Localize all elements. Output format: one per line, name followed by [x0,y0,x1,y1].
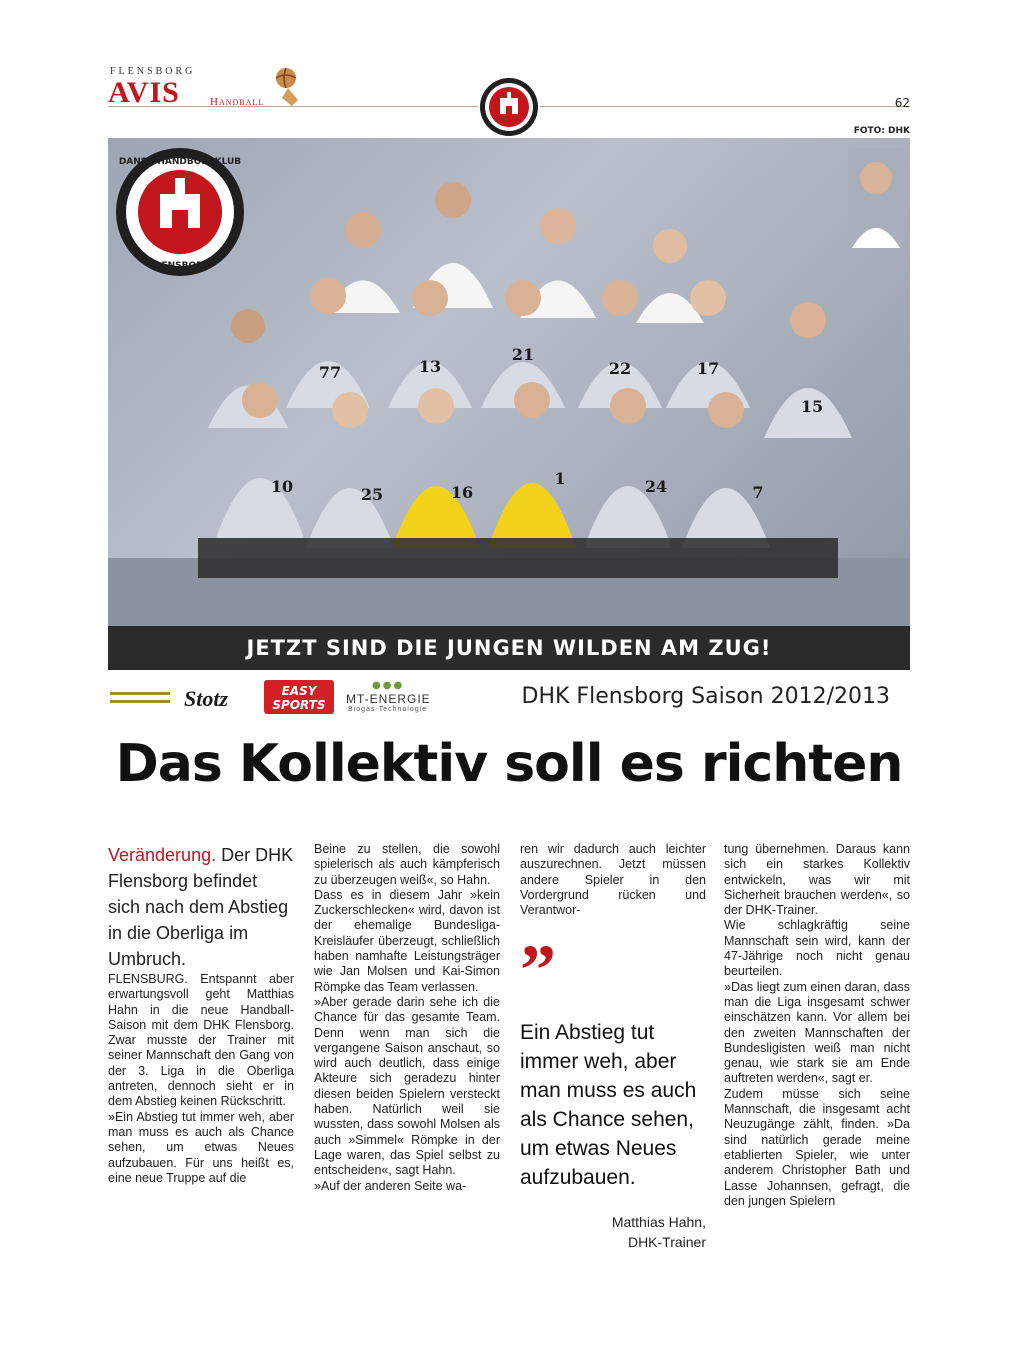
page-number: 62 [894,96,910,110]
lead-text: Der DHK Flensborg befindet sich nach dem Abstieg in die Oberliga im Umbruch. [108,845,294,969]
body-paragraph: »Aber gerade darin sehe ich die Chance für das gesamte Team. Denn wenn man sich die vergangene Saison anschaut, so wird auch deutlich, dass einige Akteure sich geradezu hinter diesen beiden Spielern versteckt haben. Natürlich weil sie wussten, dass sowohl Molsen als auch »Simmel« Römpke in der Lage waren, das Spiel selbst zu entscheiden«, sagt Hahn. [314,994,500,1178]
jersey-number: 15 [800,397,824,416]
jersey-number: 25 [360,485,384,504]
header-rule-right [540,106,910,107]
body-paragraph: Beine zu stellen, die sowohl spielerisch als auch kämpferisch zu überzeugen weiß«, so Hahn. [314,842,500,887]
body-paragraph: FLENSBURG. Entspannt aber erwartungsvoll geht Matthias Hahn in die neue Handball-Saison mit dem DHK Flensborg. Zwar musste der Trainer mit seiner Mannschaft den Gang von der 3. Liga in die Oberliga antreten, dennoch sieht er in dem Abstieg keinen Rückschritt. [108,972,294,1109]
jersey-number: 1 [554,469,566,488]
handball-player-icon [268,64,308,108]
svg-text:DANSK HÅNDBOLDKLUB: DANSK HÅNDBOLDKLUB [118,157,242,167]
jersey-number: 21 [511,345,535,364]
jersey-number: 10 [270,477,294,496]
masthead-title: AVIS [108,76,180,109]
easy-label: EASY [281,684,317,698]
quote-mark-icon: ” [520,930,556,1011]
section-label: Handball [210,96,265,108]
body-paragraph: Wie schlagkräftig seine Mannschaft sein wird, kann der 47-Jährige noch nicht genau beurteilen. [724,918,910,979]
body-paragraph: Zudem müsse sich seine Mannschaft, die insgesamt acht Neuzugänge zählt, finden. »Da sind natürlich gerade meine etablierten Spieler, wie unter anderem Christopher Bath und Lasse Johannsen, gefragt, die den jungen Spielern [724,1086,910,1208]
article-headline: Das Kollektiv soll es richten [115,734,903,794]
jersey-number: 16 [450,483,474,502]
mt-energie-subtitle: Biogas-Technologie [348,706,428,713]
quote-author-role: DHK-Trainer [627,1234,706,1251]
photo-credit: FOTO: DHK [853,126,910,136]
banner-text: JETZT SIND DIE JUNGEN WILDEN AM ZUG! [246,636,772,660]
article-column-3 [520,842,706,1252]
jersey-number: 24 [644,477,668,496]
quote-author-name: Matthias Hahn, [611,1214,706,1231]
team-photo-illustration [108,138,910,626]
lead-kicker: Veränderung. [108,845,217,865]
mt-energie-name: MT-ENERGIE [346,692,431,706]
body-paragraph: tung übernehmen. Daraus kann sich ein starkes Kollektiv entwickeln, was wir mit Sicherheit brauchen werden«, so der DHK-Trainer. [724,842,910,918]
header-rule-left [108,106,478,107]
article-column-2 [314,842,500,1194]
sports-label: SPORTS [272,698,326,712]
body-paragraph: »Auf der anderen Seite wa- [314,1178,467,1193]
body-paragraph: ren wir dadurch auch leichter auszurechnen. Jetzt müssen andere Spieler in den Vordergrund rücken und Verantwor- [520,842,706,918]
article-column-4 [724,842,910,1209]
season-title: DHK Flensborg Saison 2012/2013 [521,684,890,709]
article-column-1 [108,842,294,1186]
jersey-number: 22 [608,359,632,378]
stotz-wordmark: Stotz [183,686,229,711]
article-lead [108,842,294,972]
quote-attribution [520,1212,706,1252]
mt-energie-dots-icon: ●●● [372,680,405,691]
easy-sports-logo [264,680,334,714]
body-paragraph: Dass es in diesem Jahr »kein Zuckerschlecken« wird, davon ist der ehemalige Bundesliga-Kreisläufer überzeugt, schließlich haben namhafte Leistungsträger wie Jan Molsen und Kai-Simon Römpke das Team verlassen. [314,887,500,994]
photo-banner [108,626,910,670]
jersey-number: 17 [696,359,720,378]
masthead-top-text: FLENSBORG [110,66,196,77]
sponsor-row [108,678,910,718]
svg-text:FLENSBORG: FLENSBORG [149,261,211,271]
mt-energie-logo [344,680,440,716]
jersey-number: 13 [418,357,442,376]
stotz-logo [110,682,246,714]
jersey-number: 77 [318,363,342,382]
club-seal-large [116,148,244,276]
body-paragraph: »Das liegt zum einen daran, dass man die Liga insgesamt schwer einschätzen kann. Vor allem bei den zweiten Mannschaften der Bundesligisten weiß man nicht genau, wie stark sie am Ende auftreten werden«, sagt er. [724,979,910,1086]
team-photo [108,138,910,626]
body-paragraph: »Ein Abstieg tut immer weh, aber man muss es auch als Chance sehen, um etwas Neues aufzubauen. Für uns heißt es, eine neue Truppe auf die [108,1109,294,1185]
club-seal-icon [478,76,540,138]
jersey-number: 7 [752,483,764,502]
pull-quote: Ein Abstieg tut immer weh, aber man muss es auch als Chance sehen, um etwas Neues aufzubauen. [520,1021,697,1190]
